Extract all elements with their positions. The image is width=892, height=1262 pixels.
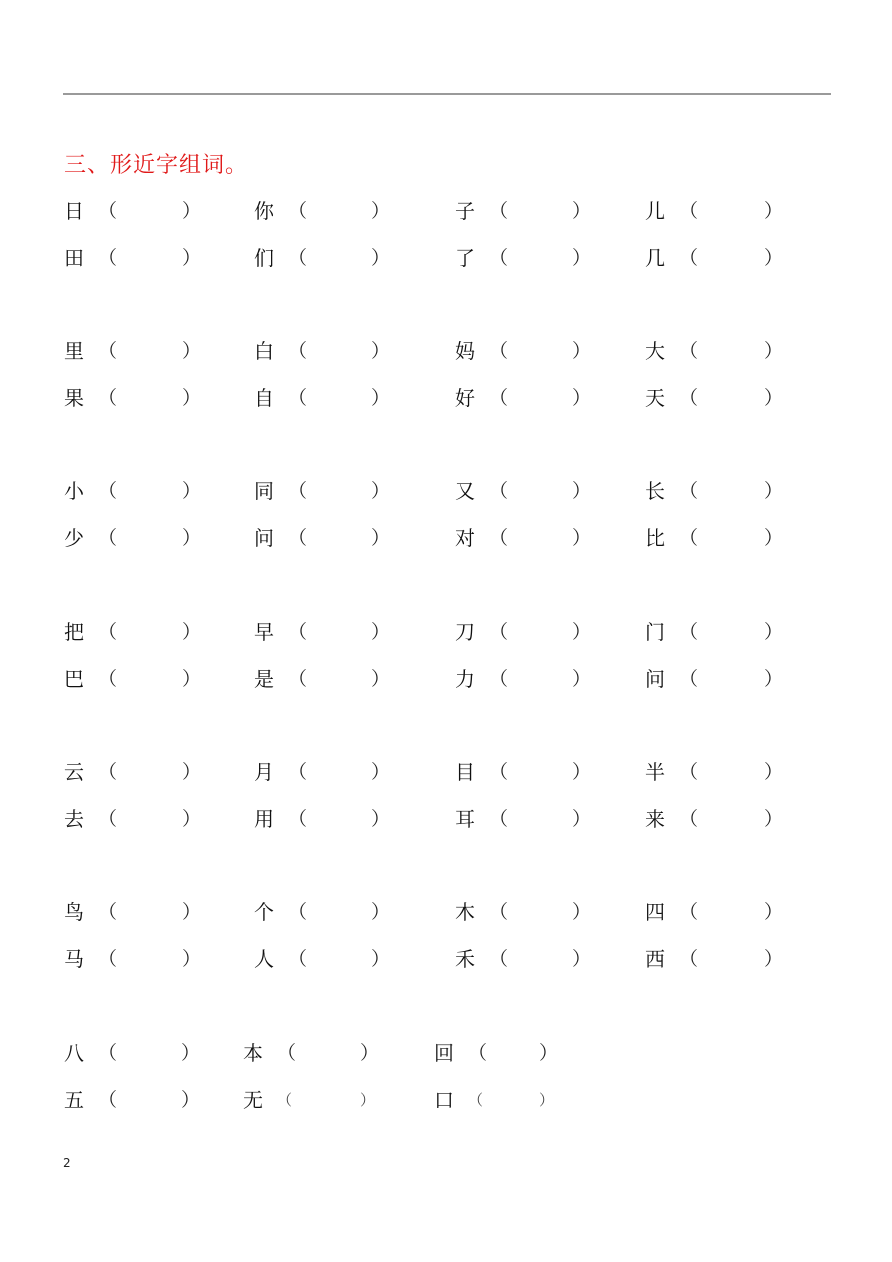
open-paren: （ — [489, 761, 509, 783]
close-paren: ） — [764, 621, 784, 643]
character: 本 — [243, 1041, 263, 1065]
close-paren: ） — [182, 480, 202, 502]
exercise-row — [0, 944, 892, 974]
close-paren: ） — [764, 901, 784, 923]
open-paren: （ — [98, 761, 118, 783]
close-paren: ） — [182, 621, 202, 643]
close-paren: ） — [371, 247, 391, 269]
close-paren: ） — [572, 621, 592, 643]
character: 里 — [64, 339, 84, 363]
open-paren: （ — [489, 527, 509, 549]
open-paren: （ — [679, 808, 699, 830]
close-paren: ） — [371, 340, 391, 362]
open-paren: （ — [679, 527, 699, 549]
close-paren: ） — [539, 1042, 559, 1064]
word-item — [64, 804, 204, 834]
character: 用 — [254, 807, 274, 831]
word-item — [254, 196, 394, 226]
word-item — [455, 757, 595, 787]
close-paren: ） — [371, 621, 391, 643]
open-paren: （ — [277, 1042, 297, 1064]
word-item — [64, 757, 204, 787]
character: 巴 — [64, 667, 84, 691]
character: 妈 — [455, 339, 475, 363]
word-item — [64, 476, 204, 506]
open-paren: （ — [288, 480, 308, 502]
close-paren: ） — [371, 200, 391, 222]
exercise-row — [0, 196, 892, 226]
open-paren: （ — [679, 480, 699, 502]
character: 日 — [64, 199, 84, 223]
close-paren: ） — [182, 200, 202, 222]
word-item — [455, 664, 595, 694]
word-item — [455, 476, 595, 506]
open-paren: （ — [98, 668, 118, 690]
word-item — [434, 1038, 574, 1068]
word-item — [254, 523, 394, 553]
close-paren: ） — [572, 668, 592, 690]
open-paren: （ — [288, 200, 308, 222]
character: 口 — [434, 1088, 454, 1112]
open-paren: （ — [98, 480, 118, 502]
open-paren: （ — [98, 340, 118, 362]
close-paren: ） — [182, 668, 202, 690]
open-paren: （ — [288, 247, 308, 269]
character: 少 — [64, 526, 84, 550]
close-paren: ） — [572, 808, 592, 830]
close-paren: ） — [360, 1042, 380, 1064]
character: 白 — [254, 339, 274, 363]
open-paren: （ — [98, 247, 118, 269]
open-paren: （ — [489, 808, 509, 830]
close-paren: ） — [182, 948, 202, 970]
word-item — [64, 897, 204, 927]
character: 目 — [455, 760, 475, 784]
close-paren: ） — [764, 247, 784, 269]
word-item — [254, 757, 394, 787]
open-paren: （ — [98, 527, 118, 549]
word-item — [645, 476, 785, 506]
character: 马 — [64, 947, 84, 971]
character: 好 — [455, 386, 475, 410]
open-paren: （ — [98, 808, 118, 830]
close-paren: ） — [764, 948, 784, 970]
close-paren: ） — [572, 948, 592, 970]
close-paren: ） — [371, 527, 391, 549]
open-paren: （ — [489, 200, 509, 222]
word-item — [243, 1085, 383, 1115]
close-paren: ） — [572, 527, 592, 549]
character: 无 — [243, 1088, 263, 1112]
word-item — [645, 757, 785, 787]
open-paren: （ — [489, 901, 509, 923]
word-item — [254, 476, 394, 506]
character: 个 — [254, 900, 274, 924]
close-paren: ） — [371, 901, 391, 923]
open-paren: （ — [679, 761, 699, 783]
word-item — [254, 897, 394, 927]
close-paren: ） — [764, 200, 784, 222]
close-paren: ） — [371, 808, 391, 830]
word-item — [254, 336, 394, 366]
character: 天 — [645, 386, 665, 410]
character: 人 — [254, 947, 274, 971]
word-item — [64, 243, 204, 273]
open-paren: （ — [288, 668, 308, 690]
word-item — [254, 383, 394, 413]
open-paren: （ — [468, 1091, 484, 1109]
word-item — [64, 617, 204, 647]
open-paren: （ — [489, 948, 509, 970]
close-paren: ） — [764, 668, 784, 690]
exercise-row — [0, 243, 892, 273]
word-item — [64, 944, 204, 974]
close-paren: ） — [764, 527, 784, 549]
open-paren: （ — [98, 621, 118, 643]
character: 田 — [64, 246, 84, 270]
word-item — [455, 196, 595, 226]
character: 禾 — [455, 947, 475, 971]
open-paren: （ — [288, 901, 308, 923]
character: 自 — [254, 386, 274, 410]
character: 是 — [254, 667, 274, 691]
close-paren: ） — [572, 340, 592, 362]
open-paren: （ — [288, 808, 308, 830]
word-item — [645, 336, 785, 366]
open-paren: （ — [679, 621, 699, 643]
word-item — [455, 897, 595, 927]
exercise-row — [0, 1038, 892, 1068]
character: 云 — [64, 760, 84, 784]
word-item — [455, 804, 595, 834]
word-item — [64, 336, 204, 366]
open-paren: （ — [679, 668, 699, 690]
open-paren: （ — [679, 948, 699, 970]
exercise-row — [0, 897, 892, 927]
word-item — [254, 243, 394, 273]
character: 刀 — [455, 620, 475, 644]
exercise-row — [0, 757, 892, 787]
open-paren: （ — [98, 901, 118, 923]
character: 了 — [455, 246, 475, 270]
close-paren: ） — [572, 247, 592, 269]
close-paren: ） — [182, 901, 202, 923]
open-paren: （ — [679, 200, 699, 222]
close-paren: ） — [572, 387, 592, 409]
character: 半 — [645, 760, 665, 784]
exercise-row — [0, 523, 892, 553]
open-paren: （ — [679, 901, 699, 923]
word-item — [455, 617, 595, 647]
character: 问 — [645, 667, 665, 691]
close-paren: ） — [764, 340, 784, 362]
word-item — [455, 523, 595, 553]
word-item — [645, 897, 785, 927]
word-item — [64, 1038, 204, 1068]
word-item — [645, 196, 785, 226]
word-item — [64, 523, 204, 553]
character: 早 — [254, 620, 274, 644]
character: 果 — [64, 386, 84, 410]
character: 们 — [254, 246, 274, 270]
open-paren: （ — [288, 761, 308, 783]
open-paren: （ — [489, 387, 509, 409]
word-item — [645, 523, 785, 553]
word-item — [243, 1038, 383, 1068]
word-item — [64, 1085, 204, 1115]
word-item — [434, 1085, 574, 1115]
character: 力 — [455, 667, 475, 691]
word-item — [64, 383, 204, 413]
close-paren: ） — [371, 948, 391, 970]
character: 八 — [64, 1041, 84, 1065]
close-paren: ） — [764, 808, 784, 830]
close-paren: ） — [182, 761, 202, 783]
word-item — [254, 944, 394, 974]
open-paren: （ — [98, 1042, 118, 1064]
close-paren: ） — [182, 808, 202, 830]
close-paren: ） — [764, 761, 784, 783]
exercise-row — [0, 383, 892, 413]
close-paren: ） — [360, 1091, 376, 1109]
close-paren: ） — [182, 387, 202, 409]
open-paren: （ — [98, 948, 118, 970]
close-paren: ） — [764, 480, 784, 502]
word-item — [645, 383, 785, 413]
word-item — [645, 243, 785, 273]
character: 木 — [455, 900, 475, 924]
exercise-row — [0, 476, 892, 506]
word-item — [455, 243, 595, 273]
character: 子 — [455, 199, 475, 223]
open-paren: （ — [489, 621, 509, 643]
close-paren: ） — [572, 200, 592, 222]
exercise-row — [0, 664, 892, 694]
word-item — [645, 804, 785, 834]
close-paren: ） — [539, 1091, 555, 1109]
close-paren: ） — [182, 247, 202, 269]
exercise-row — [0, 617, 892, 647]
header-rule — [63, 93, 831, 95]
character: 西 — [645, 947, 665, 971]
open-paren: （ — [489, 668, 509, 690]
open-paren: （ — [288, 340, 308, 362]
close-paren: ） — [371, 387, 391, 409]
character: 门 — [645, 620, 665, 644]
open-paren: （ — [288, 948, 308, 970]
character: 五 — [64, 1088, 84, 1112]
close-paren: ） — [371, 761, 391, 783]
character: 对 — [455, 526, 475, 550]
open-paren: （ — [288, 621, 308, 643]
close-paren: ） — [572, 761, 592, 783]
close-paren: ） — [371, 668, 391, 690]
close-paren: ） — [181, 1089, 201, 1111]
close-paren: ） — [572, 901, 592, 923]
character: 比 — [645, 526, 665, 550]
character: 把 — [64, 620, 84, 644]
word-item — [455, 336, 595, 366]
character: 耳 — [455, 807, 475, 831]
open-paren: （ — [98, 1089, 118, 1111]
character: 儿 — [645, 199, 665, 223]
close-paren: ） — [572, 480, 592, 502]
open-paren: （ — [489, 480, 509, 502]
close-paren: ） — [371, 480, 391, 502]
open-paren: （ — [468, 1042, 488, 1064]
character: 又 — [455, 479, 475, 503]
close-paren: ） — [182, 340, 202, 362]
close-paren: ） — [181, 1042, 201, 1064]
character: 长 — [645, 479, 665, 503]
open-paren: （ — [277, 1091, 293, 1109]
character: 问 — [254, 526, 274, 550]
exercise-row — [0, 1085, 892, 1115]
character: 你 — [254, 199, 274, 223]
word-item — [645, 664, 785, 694]
section-title: 三、形近字组词。 — [64, 153, 249, 178]
word-item — [645, 617, 785, 647]
character: 几 — [645, 246, 665, 270]
character: 同 — [254, 479, 274, 503]
open-paren: （ — [98, 387, 118, 409]
close-paren: ） — [764, 387, 784, 409]
open-paren: （ — [679, 340, 699, 362]
open-paren: （ — [288, 387, 308, 409]
character: 来 — [645, 807, 665, 831]
open-paren: （ — [98, 200, 118, 222]
word-item — [645, 944, 785, 974]
open-paren: （ — [679, 247, 699, 269]
character: 鸟 — [64, 900, 84, 924]
open-paren: （ — [489, 247, 509, 269]
open-paren: （ — [679, 387, 699, 409]
close-paren: ） — [182, 527, 202, 549]
exercise-row — [0, 336, 892, 366]
character: 四 — [645, 900, 665, 924]
character: 大 — [645, 339, 665, 363]
word-item — [254, 664, 394, 694]
exercise-row — [0, 804, 892, 834]
word-item — [64, 196, 204, 226]
character: 回 — [434, 1041, 454, 1065]
word-item — [254, 804, 394, 834]
open-paren: （ — [489, 340, 509, 362]
character: 小 — [64, 479, 84, 503]
character: 去 — [64, 807, 84, 831]
open-paren: （ — [288, 527, 308, 549]
character: 月 — [254, 760, 274, 784]
word-item — [64, 664, 204, 694]
word-item — [455, 383, 595, 413]
page-number: 2 — [63, 1156, 71, 1170]
word-item — [254, 617, 394, 647]
word-item — [455, 944, 595, 974]
